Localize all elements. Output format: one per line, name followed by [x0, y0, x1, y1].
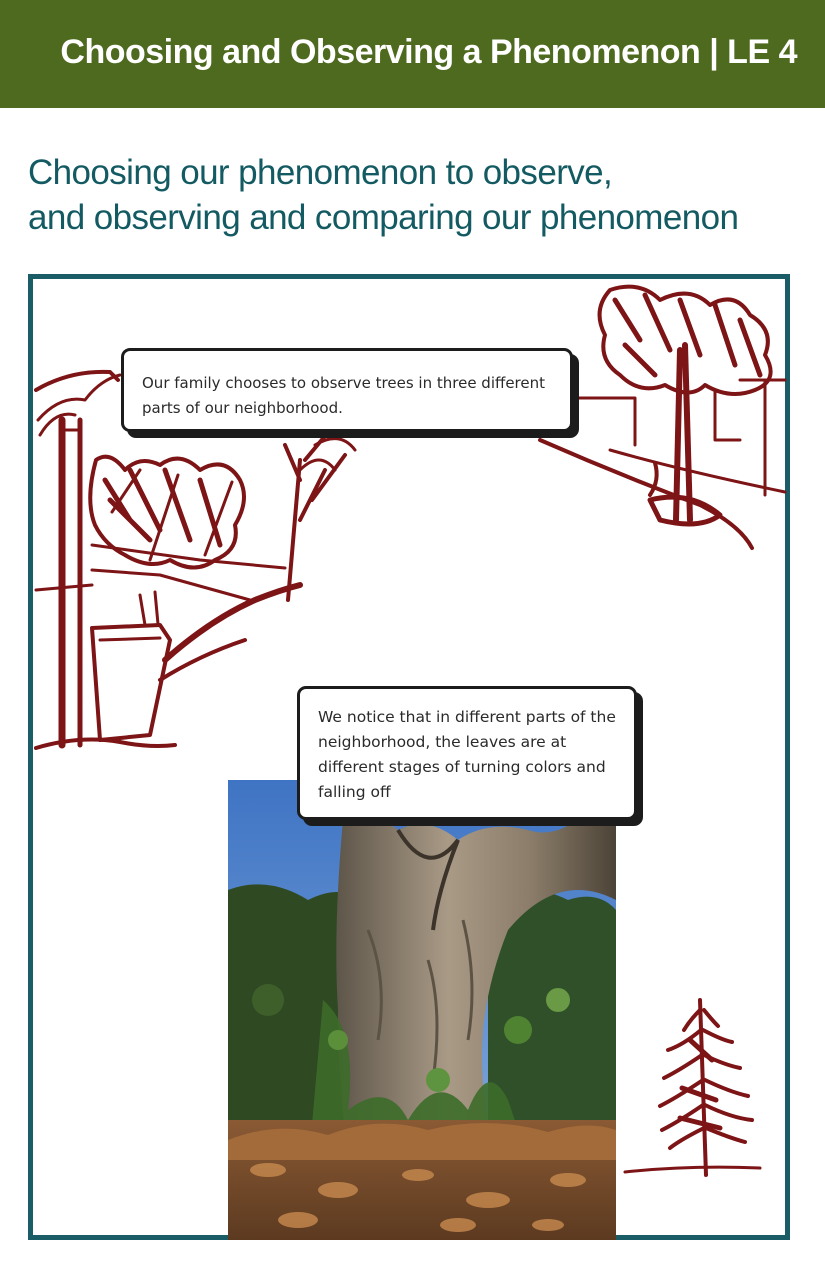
tree-trunk-photo-icon — [228, 780, 616, 1240]
speech-bubble-leaves-observation — [297, 686, 637, 820]
speech-bubble-1-text: Our family chooses to observe trees in three different parts of our neighborhood. — [142, 374, 546, 417]
speech-bubble-choose-trees — [121, 348, 573, 432]
speech-bubble-2-text: We notice that in different parts of the neighborhood, the leaves are at different stages of turning colors and falling off — [318, 708, 616, 801]
header-title: Choosing and Observing a Phenomenon | LE 4 — [60, 33, 797, 71]
section-title-line-1: Choosing our phenomenon to observe, — [28, 153, 613, 192]
tree-trunk-photo — [228, 780, 616, 1240]
pine-tree-sketch-icon — [625, 1000, 760, 1175]
house-and-tree-sketch-icon — [540, 287, 785, 548]
section-title-line-2: and observing and comparing our phenomenon — [28, 198, 739, 237]
